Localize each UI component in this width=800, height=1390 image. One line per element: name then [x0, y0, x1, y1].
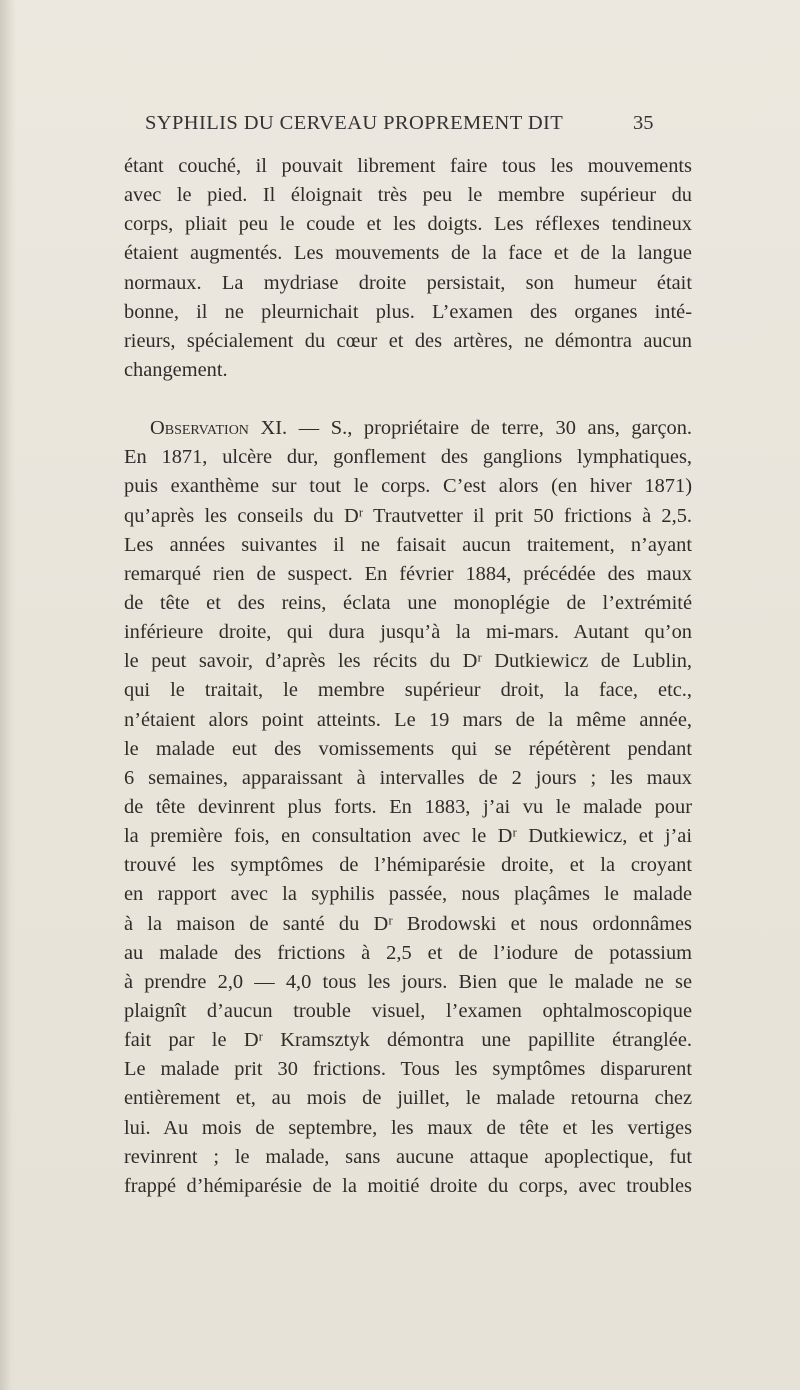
text-line: trouvé les symptômes de l’hémiparésie droite, et la croyant [124, 854, 692, 877]
text-line: au malade des frictions à 2,5 et de l’iodure de potassium [124, 941, 692, 964]
text-line: la première fois, en consultation avec le Dʳ Dutkiewicz, et j’ai [124, 825, 692, 848]
page-number: 35 [633, 112, 654, 134]
text-line: changement. [124, 358, 228, 381]
text-line: à la maison de santé du Dʳ Brodowski et nous ordonnâmes [124, 912, 692, 935]
text-line: avec le pied. Il éloignait très peu le membre supérieur du [124, 184, 692, 207]
text-line: en rapport avec la syphilis passée, nous plaçâmes le malade [124, 883, 692, 906]
observation-heading-line [124, 414, 692, 443]
text-line: étant couché, il pouvait librement faire tous les mouvements [124, 155, 692, 177]
text-line: Les années suivantes il ne faisait aucun traitement, n’ayant [124, 533, 692, 556]
text-line: En 1871, ulcère dur, gonflement des ganglions lymphatiques, [124, 446, 692, 469]
text-line: inférieure droite, qui dura jusqu’à la mi-mars. Autant qu’on [124, 621, 692, 644]
text-line: le peut savoir, d’après les récits du Dʳ Dutkiewicz de Lublin, [124, 650, 692, 673]
body-text [124, 152, 692, 1201]
text-line: puis exanthème sur tout le corps. C’est alors (en hiver 1871) [124, 475, 692, 498]
text-line: rieurs, spécialement du cœur et des artères, ne démontra aucun [124, 329, 692, 352]
observation-label: Observation XI. [150, 417, 288, 440]
text-line: corps, pliait peu le coude et les doigts. Les réflexes tendineux [124, 213, 692, 236]
binding-shadow [0, 0, 16, 1390]
running-title: SYPHILIS DU CERVEAU PROPREMENT DIT [145, 112, 564, 134]
text-line: étaient augmentés. Les mouvements de la face et de la langue [124, 242, 692, 265]
text-line: remarqué rien de suspect. En février 1884, précédée des maux [124, 562, 692, 585]
text-line: qu’après les conseils du Dʳ Trautvetter il prit 50 frictions à 2,5. [124, 504, 692, 527]
text-line: fait par le Dʳ Kramsztyk démontra une papillite étranglée. [124, 1029, 692, 1052]
text-line: 6 semaines, apparaissant à intervalles de 2 jours ; les maux [124, 766, 692, 789]
text-line: de tête et des reins, éclata une monoplégie de l’extrémité [124, 591, 692, 614]
text-line: bonne, il ne pleurnichait plus. L’examen des organes inté- [124, 300, 692, 323]
text-line: plaignît d’aucun trouble visuel, l’examen ophtalmoscopique [124, 999, 692, 1022]
text-line: Le malade prit 30 frictions. Tous les symptômes disparurent [124, 1058, 692, 1081]
text-line: qui le traitait, le membre supérieur droit, la face, etc., [124, 679, 692, 702]
text-line: le malade eut des vomissements qui se répétèrent pendant [124, 737, 692, 760]
text-line: n’étaient alors point atteints. Le 19 mars de la même année, [124, 708, 692, 731]
text-line: revinrent ; le malade, sans aucune attaque apoplectique, fut [124, 1145, 692, 1168]
text-line: frappé d’hémiparésie de la moitié droite du corps, avec troubles [124, 1174, 692, 1197]
paragraph-gap [124, 385, 692, 414]
text-line: de tête devinrent plus forts. En 1883, j’ai vu le malade pour [124, 795, 692, 818]
running-head [0, 112, 800, 142]
text-line-start: — S., propriétaire de terre, 30 ans, garçon. [287, 417, 692, 440]
text-line: lui. Au mois de septembre, les maux de tête et les vertiges [124, 1116, 692, 1139]
text-line: normaux. La mydriase droite persistait, son humeur était [124, 271, 692, 294]
paragraph-2 [124, 414, 692, 1201]
paragraph-1 [124, 152, 692, 385]
text-line: à prendre 2,0 — 4,0 tous les jours. Bien que le malade ne se [124, 970, 692, 993]
text-line: entièrement et, au mois de juillet, le malade retourna chez [124, 1087, 692, 1110]
